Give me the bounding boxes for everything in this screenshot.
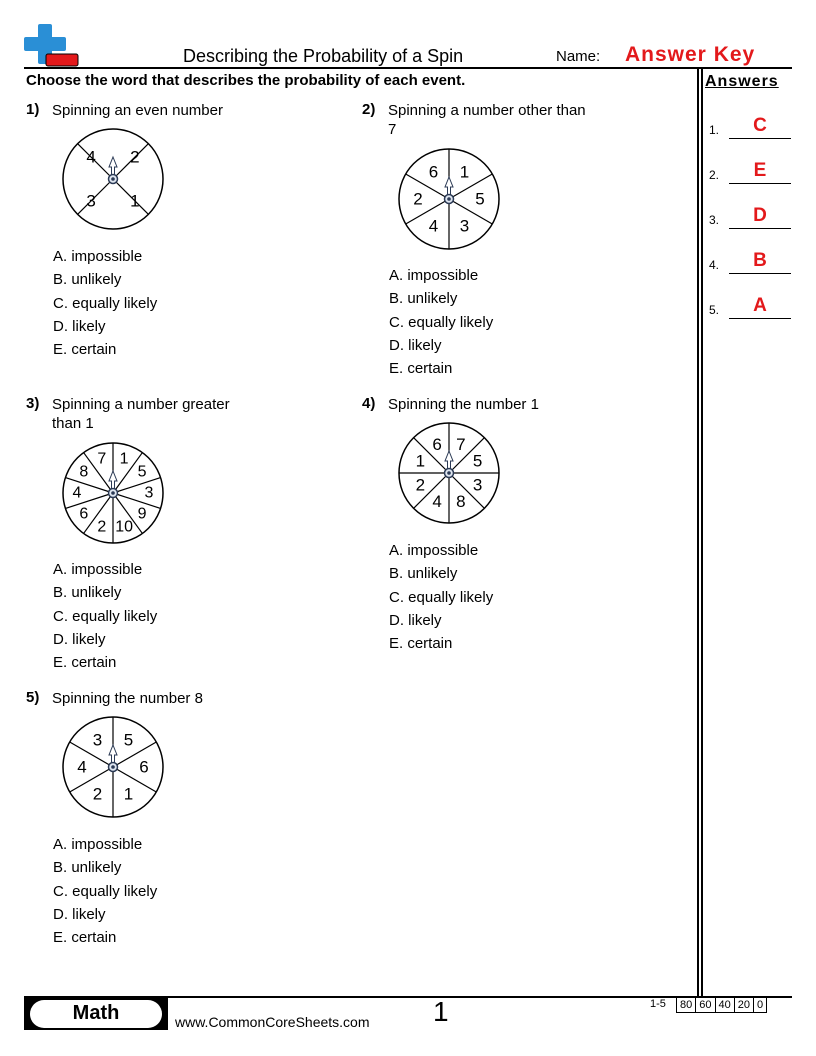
- name-label: Name:: [556, 48, 601, 65]
- answer-line: [729, 183, 791, 184]
- answer-choice: C. equally likely: [53, 294, 158, 312]
- spinner-section-label: 1: [123, 784, 134, 804]
- spinner-section-label: 1: [459, 162, 470, 182]
- answer-choice: E. certain: [53, 654, 117, 672]
- spinner-section-label: 5: [123, 730, 134, 750]
- answer-choice: C. equally likely: [389, 313, 494, 331]
- spinner-section-label: 2: [413, 189, 423, 209]
- answer-choice: E. certain: [53, 341, 117, 359]
- score-cell: 0: [754, 998, 767, 1013]
- spinner-section-label: 2: [130, 147, 140, 167]
- spinner-section-label: 4: [72, 484, 82, 502]
- spinner-hub-center: [111, 491, 115, 495]
- spinner-section-label: 4: [432, 492, 442, 512]
- answer-number: 5.: [709, 303, 720, 317]
- spinner-section-label: 1: [415, 451, 426, 471]
- spinner-section-label: 6: [79, 505, 89, 523]
- answer-choice: E. certain: [389, 360, 453, 378]
- spinner-section-label: 2: [97, 518, 107, 536]
- spinner-section-label: 3: [472, 475, 483, 495]
- question-number: 4): [362, 395, 376, 412]
- question-text: Spinning an even number: [52, 102, 223, 119]
- answer-number: 4.: [709, 258, 720, 272]
- answer-row: [709, 250, 793, 274]
- answer-choice: A. impossible: [53, 836, 143, 853]
- spinner-section-label: 3: [92, 730, 103, 750]
- answer-choice: C. equally likely: [53, 882, 158, 900]
- answer-choice: D. likely: [389, 336, 442, 354]
- answer-row: [709, 295, 793, 319]
- score-cell: 40: [715, 998, 734, 1013]
- score-cell: 20: [734, 998, 753, 1013]
- spinner-hub-center: [111, 765, 115, 769]
- answer-value: B: [753, 250, 767, 271]
- score-table: [676, 997, 767, 1013]
- spinner-section-label: 3: [459, 216, 470, 236]
- instructions: Choose the word that describes the probability of each event.: [26, 72, 466, 89]
- spinner: [395, 145, 503, 253]
- page-title: Describing the Probability of a Spin: [183, 46, 464, 66]
- answer-choice: D. likely: [53, 317, 106, 335]
- answer-choice: A. impossible: [389, 542, 479, 559]
- answer-choice: B. unlikely: [53, 859, 122, 877]
- answer-line: [729, 318, 791, 319]
- header-divider: [24, 67, 792, 69]
- spinner-section-label: 2: [415, 475, 426, 495]
- answer-number: 1.: [709, 123, 720, 137]
- answer-choice: C. equally likely: [53, 607, 158, 625]
- answer-choice: B. unlikely: [389, 290, 458, 308]
- answer-row: [709, 205, 793, 229]
- answers-column-divider: [701, 67, 703, 996]
- answer-choice: B. unlikely: [53, 271, 122, 289]
- question-number: 2): [362, 101, 376, 118]
- spinner-section-label: 4: [86, 147, 96, 167]
- question-number: 3): [26, 395, 40, 412]
- page-number: 1: [433, 996, 449, 1027]
- score-range: 1-5: [650, 998, 666, 1010]
- answers-column-divider: [697, 67, 699, 996]
- answer-line: [729, 273, 791, 274]
- answer-choice: C. equally likely: [389, 588, 494, 606]
- answer-value: E: [753, 160, 767, 181]
- answer-choice: E. certain: [389, 635, 453, 653]
- subject-label: Math: [72, 1002, 120, 1024]
- spinner: [395, 419, 503, 527]
- spinner-section-label: 7: [456, 434, 466, 454]
- score-cell: 80: [677, 998, 696, 1013]
- question-number: 1): [26, 101, 40, 118]
- answer-row: [709, 160, 793, 184]
- answer-value: A: [753, 295, 767, 316]
- spinner-hub-center: [111, 177, 115, 181]
- spinner-section-label: 9: [137, 505, 147, 523]
- answer-key-label: Answer Key: [625, 43, 756, 66]
- answer-line: [729, 228, 791, 229]
- question-text: Spinning the number 8: [52, 690, 203, 707]
- answer-choice: D. likely: [389, 611, 442, 629]
- spinner-section-label: 5: [472, 451, 483, 471]
- spinner-hub-center: [447, 471, 451, 475]
- spinner-section-label: 1: [119, 450, 129, 468]
- spinner-section-label: 8: [79, 463, 89, 481]
- spinner: [59, 713, 167, 821]
- question-text: Spinning a number greater than 1: [52, 396, 230, 432]
- spinner-section-label: 3: [86, 191, 96, 211]
- spinner-section-label: 10: [115, 518, 134, 536]
- answer-choice: B. unlikely: [389, 565, 458, 583]
- question-number: 5): [26, 689, 40, 706]
- answer-choice: A. impossible: [53, 248, 143, 265]
- spinner-hub-center: [447, 197, 451, 201]
- spinner-section-label: 2: [92, 784, 103, 804]
- spinner-section-label: 6: [428, 162, 439, 182]
- website-link[interactable]: www.CommonCoreSheets.com: [175, 1014, 370, 1030]
- answer-choice: E. certain: [53, 929, 117, 947]
- answer-number: 2.: [709, 168, 720, 182]
- spinner-section-label: 7: [97, 450, 107, 468]
- answer-choice: A. impossible: [389, 267, 479, 284]
- spinner-section-label: 5: [137, 463, 147, 481]
- spinner-section-label: 4: [77, 757, 87, 777]
- spinner-section-label: 1: [130, 191, 140, 211]
- spinner-section-label: 3: [144, 484, 154, 502]
- answer-line: [729, 138, 791, 139]
- answer-choice: A. impossible: [53, 561, 143, 578]
- answer-choice: B. unlikely: [53, 584, 122, 602]
- spinner-section-label: 4: [428, 216, 439, 236]
- spinner-section-label: 6: [139, 757, 149, 777]
- answers-heading: Answers: [705, 73, 779, 90]
- spinner-section-label: 5: [475, 189, 485, 209]
- question-text: Spinning the number 1: [388, 396, 539, 413]
- plus-minus-logo-icon: [24, 24, 80, 68]
- spinner-section-label: 8: [456, 492, 466, 512]
- answer-choice: D. likely: [53, 630, 106, 648]
- answer-row: [709, 115, 793, 139]
- score-cell: 60: [696, 998, 715, 1013]
- answer-choice: D. likely: [53, 905, 106, 923]
- answer-value: C: [753, 115, 767, 136]
- answer-number: 3.: [709, 213, 720, 227]
- question-text: Spinning a number other than 7: [388, 102, 586, 138]
- spinner: [59, 125, 167, 233]
- answer-value: D: [753, 205, 767, 226]
- spinner-section-label: 6: [432, 434, 442, 454]
- spinner: [59, 439, 167, 547]
